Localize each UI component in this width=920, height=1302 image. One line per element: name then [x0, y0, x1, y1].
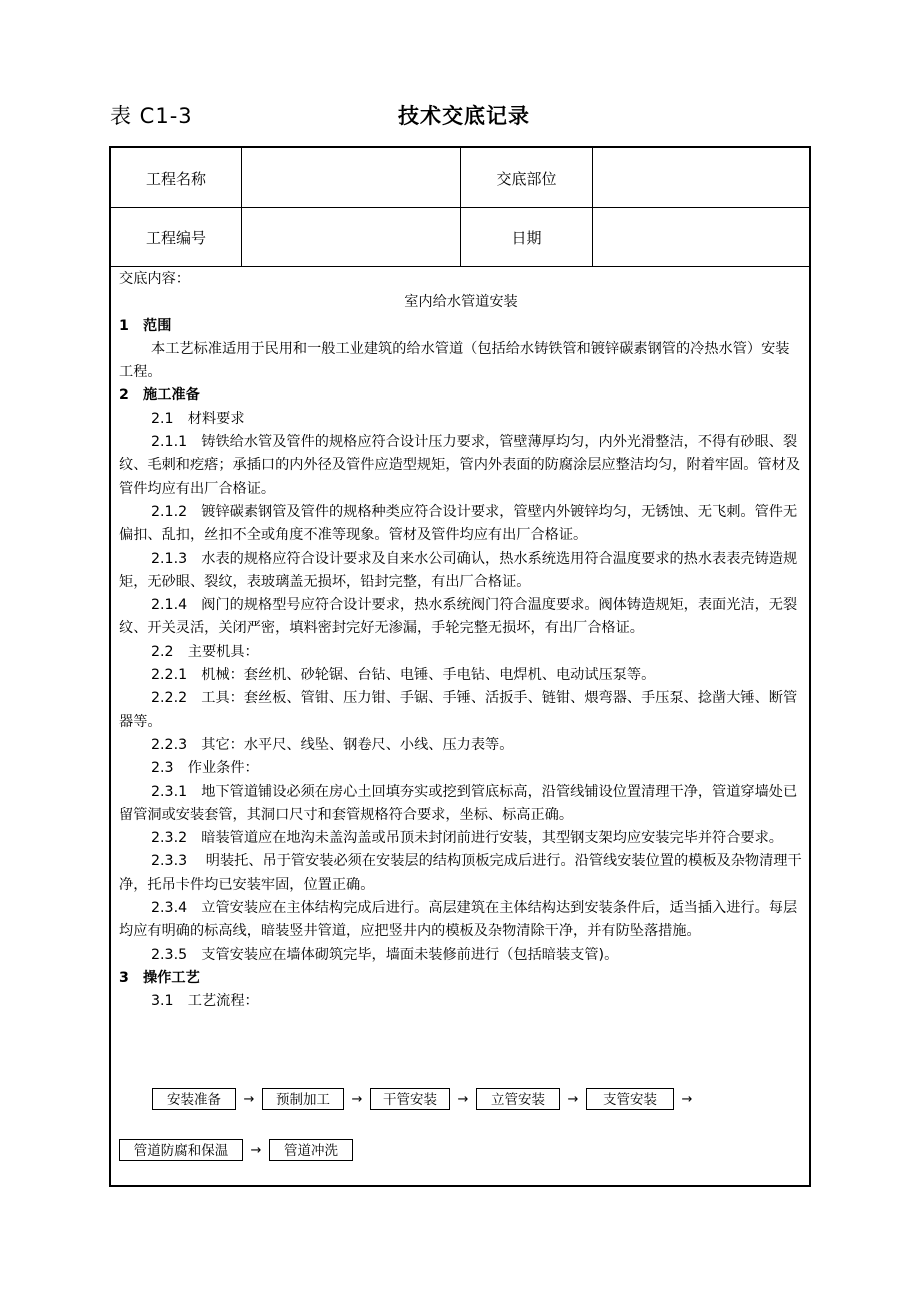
- record-table: [109, 146, 811, 1187]
- flow-step-4: 立管安装: [476, 1088, 560, 1110]
- paragraph: 2.1.2 镀锌碳素钢管及管件的规格种类应符合设计要求，管壁内外镀锌均匀，无锈蚀、无飞刺。管件无偏扣、乱扣，丝扣不全或角度不准等现象。管材及管件均应有出厂合格证。: [119, 503, 798, 544]
- paragraph: 2.3.5 支管安装应在墙体砌筑完毕，墙面未装修前进行（包括暗装支管)。: [151, 946, 619, 963]
- arrow-icon: →: [567, 1091, 579, 1107]
- part-label: 交底部位: [496, 170, 557, 188]
- subsection-heading: 2.1 材料要求: [151, 410, 245, 427]
- process-flow-row-2: [119, 1139, 353, 1161]
- paragraph: 本工艺标准适用于民用和一般工业建筑的给水管道（包括给水铸铁管和镀锌碳素钢管的冷热水管）安装工程。: [119, 340, 790, 381]
- paragraph: 2.3.1 地下管道铺设必须在房心土回填夯实或挖到管底标高，沿管线铺设位置清理干净，管道穿墙处已留管洞或安装套管，其洞口尺寸和套管规格符合要求，坐标、标高正确。: [119, 783, 798, 823]
- subsection-heading: 3.1 工艺流程：: [151, 993, 259, 1010]
- paragraph: 2.1.4 阀门的规格型号应符合设计要求，热水系统阀门符合温度要求。阀体铸造规矩，表面光洁，无裂纹、开关灵活，关闭严密，填料密封完好无渗漏，手轮完整无损坏，有出厂合格证。: [119, 597, 798, 637]
- flow-step-7: 管道冲洗: [269, 1139, 353, 1161]
- flow-step-2: 预制加工: [262, 1088, 344, 1110]
- arrow-icon: →: [243, 1091, 255, 1107]
- paragraph: 2.2.3 其它：水平尺、线坠、钢卷尺、小线、压力表等。: [151, 736, 514, 753]
- column-divider: [241, 148, 242, 266]
- arrow-icon: →: [351, 1091, 363, 1107]
- paragraph: 2.1.1 铸铁给水管及管件的规格应符合设计压力要求，管壁薄厚均匀，内外光滑整洁，不得有砂眼、裂纹、毛刺和疙瘩；承插口的内外径及管件应造型规矩，管内外表面的防腐涂层应整洁均匀，附着牢固。管材及管件均应有出厂合格证。: [119, 434, 801, 497]
- section-heading: 1 范围: [119, 317, 172, 334]
- project-no-label: 工程编号: [145, 229, 206, 247]
- paragraph: 2.3.2 暗装管道应在地沟未盖沟盖或吊顶未封闭前进行安装，其型钢支架均应安装完毕并符合要求。: [151, 830, 783, 847]
- document-title: 技术交底记录: [398, 104, 530, 128]
- row-divider: [111, 266, 809, 267]
- subsection-heading: 2.3 作业条件：: [151, 760, 259, 777]
- paragraph: 2.2.1 机械：套丝机、砂轮锯、台钻、电锤、手电钻、电焊机、电动试压泵等。: [151, 667, 656, 684]
- subsection-heading: 2.2 主要机具：: [151, 643, 259, 660]
- arrow-icon: →: [457, 1091, 469, 1107]
- flow-step-1: 安装准备: [152, 1088, 236, 1110]
- content-subject: 室内给水管道安装: [404, 294, 518, 311]
- disclosure-content: [119, 268, 803, 1014]
- form-code: 表 C1-3: [110, 104, 193, 128]
- arrow-icon: →: [681, 1091, 693, 1107]
- section-heading: 2 施工准备: [119, 387, 200, 404]
- flow-step-3: 干管安装: [370, 1088, 450, 1110]
- paragraph: 2.2.2 工具：套丝板、管钳、压力钳、手锯、手锤、活扳手、链钳、煨弯器、手压泵、捻凿大锤、断管器等。: [119, 690, 798, 730]
- content-intro: 交底内容：: [119, 271, 190, 287]
- column-divider: [460, 148, 461, 266]
- paragraph: 2.1.3 水表的规格应符合设计要求及自来水公司确认，热水系统选用符合温度要求的热水表表壳铸造规矩，无砂眼、裂纹，表玻璃盖无损坏，铅封完整，有出厂合格证。: [119, 550, 798, 590]
- process-flow-row-1: [152, 1088, 700, 1110]
- paragraph: 2.3.3 明装托、吊于管安装必须在安装层的结构顶板完成后进行。沿管线安装位置的模板及杂物清理干净，托吊卡件均已安装牢固，位置正确。: [119, 853, 802, 893]
- column-divider: [592, 148, 593, 266]
- date-label: 日期: [511, 229, 542, 247]
- flow-step-6: 管道防腐和保温: [119, 1139, 243, 1161]
- arrow-icon: →: [250, 1142, 262, 1158]
- flow-step-5: 支管安装: [586, 1088, 674, 1110]
- project-name-label: 工程名称: [145, 170, 206, 188]
- section-heading: 3 操作工艺: [119, 969, 200, 986]
- paragraph: 2.3.4 立管安装应在主体结构完成后进行。高层建筑在主体结构达到安装条件后，适当插入进行。每层均应有明确的标高线，暗装竖井管道，应把竖井内的模板及杂物清除干净，并有防坠落措施。: [119, 900, 798, 940]
